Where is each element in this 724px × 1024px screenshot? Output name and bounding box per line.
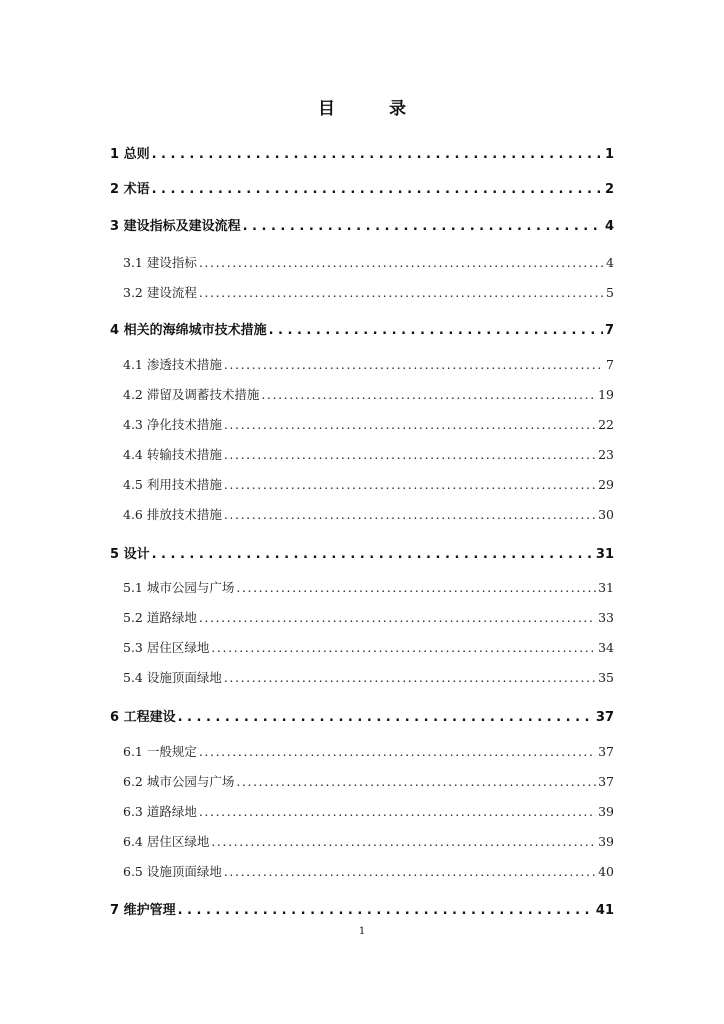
dot-leader [261, 387, 596, 402]
toc-entry-page-number: 35 [598, 670, 614, 685]
toc-entry-page-number: 4 [606, 255, 614, 270]
toc-chapter-entry[interactable] [110, 319, 614, 338]
dot-leader [199, 285, 604, 300]
toc-entry-label: 6.1 一般规定 [123, 744, 197, 759]
toc-section-entry[interactable] [123, 505, 614, 523]
toc-chapter-entry[interactable] [110, 706, 614, 725]
toc-entry-page-number: 22 [598, 417, 614, 432]
toc-entry-label: 3 建设指标及建设流程 [110, 219, 241, 234]
toc-entry-page-number: 39 [598, 804, 614, 819]
toc-entry-page-number: 39 [598, 834, 614, 849]
toc-entry-page-number: 34 [598, 640, 614, 655]
dot-leader [178, 903, 594, 918]
toc-entry-page-number: 40 [598, 864, 614, 879]
toc-entry-label: 3.1 建设指标 [123, 255, 197, 270]
page-title: 目 录 [318, 99, 430, 119]
toc-entry-label: 6.3 道路绿地 [123, 804, 197, 819]
toc-entry-page-number: 2 [604, 182, 614, 197]
toc-entry-label: 4.2 滞留及调蓄技术措施 [123, 387, 260, 402]
dot-leader [152, 182, 603, 197]
toc-entry-label: 4.5 利用技术措施 [123, 477, 222, 492]
toc-entry-label: 2 术语 [110, 182, 150, 197]
dot-leader [199, 255, 604, 270]
dot-leader [236, 580, 596, 595]
toc-chapter-entry[interactable] [110, 143, 614, 162]
toc-section-entry[interactable] [123, 742, 614, 760]
dot-leader [211, 834, 596, 849]
dot-leader [152, 147, 603, 162]
dot-leader [152, 547, 594, 562]
toc-entry-page-number: 37 [595, 710, 614, 725]
toc-entry-page-number: 37 [598, 774, 614, 789]
toc-entry-page-number: 1 [604, 147, 614, 162]
toc-entry-label: 3.2 建设流程 [123, 285, 197, 300]
toc-entry-label: 5.1 城市公园与广场 [123, 580, 235, 595]
toc-chapter-entry[interactable] [110, 543, 614, 562]
toc-entry-page-number: 7 [604, 323, 614, 338]
toc-chapter-entry[interactable] [110, 899, 614, 918]
toc-section-entry[interactable] [123, 802, 614, 820]
page-number-footer: 1 [358, 926, 366, 937]
dot-leader [224, 357, 604, 372]
toc-entry-label: 5 设计 [110, 547, 150, 562]
toc-entry-page-number: 31 [595, 547, 614, 562]
toc-entry-label: 4.6 排放技术措施 [123, 507, 222, 522]
dot-leader [224, 507, 596, 522]
toc-entry-page-number: 23 [598, 447, 614, 462]
toc-entry-label: 1 总则 [110, 147, 150, 162]
toc-entry-label: 5.2 道路绿地 [123, 610, 197, 625]
toc-section-entry[interactable] [123, 638, 614, 656]
dot-leader [199, 804, 596, 819]
dot-leader [269, 323, 603, 338]
toc-chapter-entry[interactable] [110, 215, 614, 234]
toc-entry-label: 6.2 城市公园与广场 [123, 774, 235, 789]
toc-entry-page-number: 30 [598, 507, 614, 522]
toc-entry-label: 4.3 净化技术措施 [123, 417, 222, 432]
toc-section-entry[interactable] [123, 772, 614, 790]
toc-section-entry[interactable] [123, 445, 614, 463]
dot-leader [199, 744, 596, 759]
toc-section-entry[interactable] [123, 608, 614, 626]
toc-entry-page-number: 31 [598, 580, 614, 595]
toc-entry-label: 6 工程建设 [110, 710, 176, 725]
toc-entry-page-number: 4 [604, 219, 614, 234]
toc-entry-label: 5.3 居住区绿地 [123, 640, 210, 655]
toc-section-entry[interactable] [123, 253, 614, 271]
toc-section-entry[interactable] [123, 355, 614, 373]
toc-section-entry[interactable] [123, 862, 614, 880]
toc-entry-page-number: 29 [598, 477, 614, 492]
toc-entry-page-number: 33 [598, 610, 614, 625]
toc-entry-label: 5.4 设施顶面绿地 [123, 670, 222, 685]
toc-entry-label: 4 相关的海绵城市技术措施 [110, 323, 267, 338]
toc-entry-page-number: 37 [598, 744, 614, 759]
toc-entry-label: 6.5 设施顶面绿地 [123, 864, 222, 879]
toc-section-entry[interactable] [123, 385, 614, 403]
toc-entry-label: 7 维护管理 [110, 903, 176, 918]
toc-entry-label: 4.4 转输技术措施 [123, 447, 222, 462]
toc-section-entry[interactable] [123, 832, 614, 850]
toc-entry-page-number: 5 [606, 285, 614, 300]
dot-leader [224, 417, 596, 432]
dot-leader [211, 640, 596, 655]
toc-entry-label: 6.4 居住区绿地 [123, 834, 210, 849]
dot-leader [243, 219, 603, 234]
dot-leader [178, 710, 594, 725]
toc-section-entry[interactable] [123, 415, 614, 433]
dot-leader [224, 447, 596, 462]
toc-section-entry[interactable] [123, 578, 614, 596]
toc-section-entry[interactable] [123, 668, 614, 686]
toc-entry-label: 4.1 渗透技术措施 [123, 357, 222, 372]
toc-section-entry[interactable] [123, 475, 614, 493]
toc-entry-page-number: 41 [595, 903, 614, 918]
toc-chapter-entry[interactable] [110, 178, 614, 197]
dot-leader [236, 774, 596, 789]
toc-entry-page-number: 19 [598, 387, 614, 402]
dot-leader [224, 477, 596, 492]
dot-leader [224, 670, 596, 685]
dot-leader [224, 864, 596, 879]
toc-entry-page-number: 7 [606, 357, 614, 372]
dot-leader [199, 610, 596, 625]
toc-section-entry[interactable] [123, 283, 614, 301]
